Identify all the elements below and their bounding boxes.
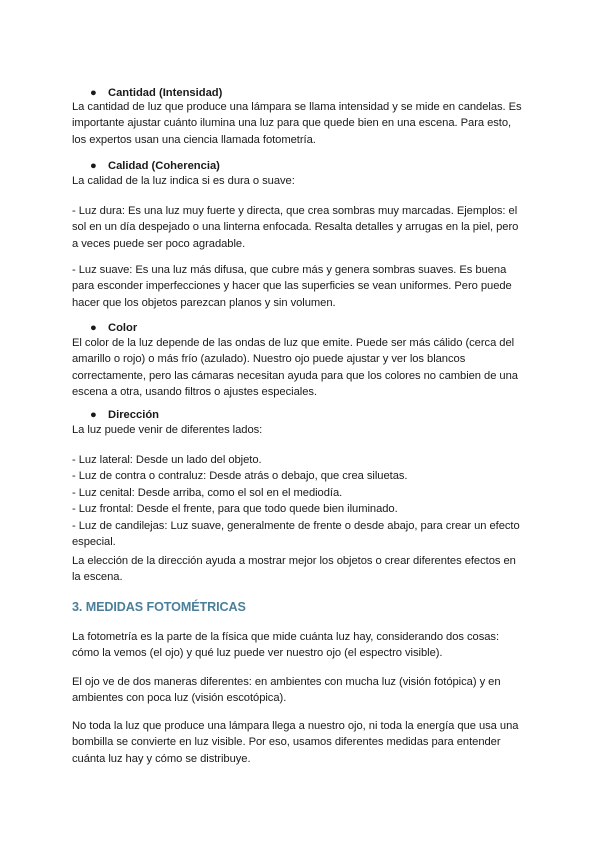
paragraph-vision: El ojo ve de dos maneras diferentes: en ambientes con mucha luz (visión fotópica) y en ambientes con poca luz (visión escotópica). (72, 676, 501, 705)
list-direccion (72, 452, 532, 550)
paragraph-color: El color de la luz depende de las ondas de luz que emite. Puede ser más cálido (cerca del amarillo o rojo) o más frío (azulado). Nuestro ojo puede ajustar y ver los blancos correctamente, pero las cámaras necesitan ayuda para que los colores no cambien de una escena a otra, usando filtros o ajustes especiales. (72, 337, 518, 399)
bullet-icon: ● (90, 160, 97, 172)
paragraph-medidas: No toda la luz que produce una lámpara llega a nuestro ojo, ni toda la energía que usa una bombilla se convierte en luz visible. Por eso, usamos diferentes medidas para entender cuánta luz hay y cómo se distribuye. (72, 720, 519, 765)
bullet-heading-color: ● Color (90, 322, 138, 334)
list-item: - Luz lateral: Desde un lado del objeto. (72, 454, 262, 466)
paragraph-calidad-intro: La calidad de la luz indica si es dura o suave: (72, 175, 295, 187)
paragraph-direccion-intro: La luz puede venir de diferentes lados: (72, 424, 263, 436)
bullet-heading-direccion: ● Dirección (90, 409, 159, 421)
bullet-icon: ● (90, 322, 97, 334)
section-heading-medidas: 3. MEDIDAS FOTOMÉTRICAS (72, 600, 246, 614)
list-item: especial. (72, 536, 116, 549)
paragraph-luz-suave: - Luz suave: Es una luz más difusa, que cubre más y genera sombras suaves. Es buena para esconder imperfecciones y hacer que las superficies se vean uniformes. Pero puede hacer que los objetos parezcan planos y sin volumen. (72, 264, 512, 309)
bullet-heading-cantidad: ● Cantidad (Intensidad) (90, 87, 223, 99)
bullet-icon: ● (90, 409, 97, 421)
list-item: - Luz frontal: Desde el frente, para que todo quede bien iluminado. (72, 503, 398, 516)
list-item: - Luz cenital: Desde arriba, como el sol en el mediodía. (72, 486, 343, 499)
bullet-icon: ● (90, 87, 97, 99)
paragraph-fotometria: La fotometría es la parte de la física que mide cuánta luz hay, considerando dos cosas: cómo la vemos (el ojo) y qué luz puede ver nuestro ojo (el espectro visible). (72, 631, 500, 660)
paragraph-luz-dura: - Luz dura: Es una luz muy fuerte y directa, que crea sombras muy marcadas. Ejemplos: el sol en un día despejado o una linterna enfocada. Resalta detalles y arrugas en la piel, pero a veces puede ser poco agradable. (72, 205, 519, 250)
paragraph-cantidad: La cantidad de luz que produce una lámpara se llama intensidad y se mide en candelas. Es importante ajustar cuánto ilumina una luz para que quede bien en una escena. Para esto, los expertos usan una ciencia llamada fotometría. (72, 101, 522, 146)
list-item: - Luz de contra o contraluz: Desde atrás o debajo, que crea siluetas. (72, 470, 408, 483)
bullet-heading-calidad: ● Calidad (Coherencia) (90, 160, 220, 172)
list-item: - Luz de candilejas: Luz suave, generalmente de frente o desde abajo, para crear un efecto (72, 519, 520, 532)
paragraph-direccion-closing: La elección de la dirección ayuda a mostrar mejor los objetos o crear diferentes efectos en la escena. (72, 555, 516, 584)
